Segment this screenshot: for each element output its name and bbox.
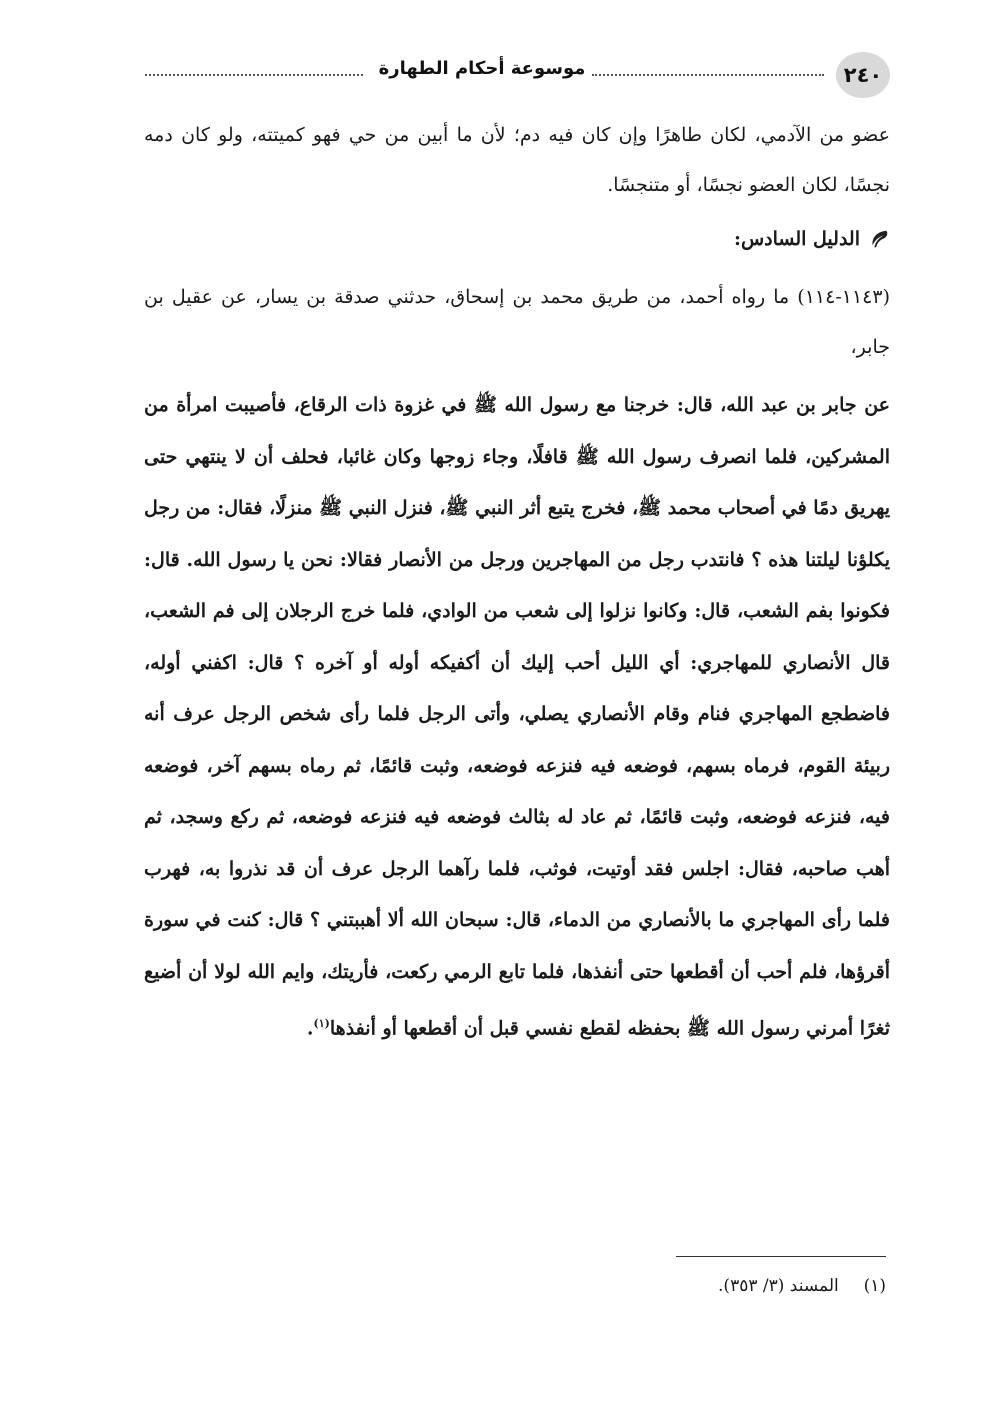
- section-heading: [144, 210, 890, 268]
- hadith-body: عن جابر بن عبد الله، قال: خرجنا مع رسول الله ﷺ في غزوة ذات الرقاع، فأصيبت امرأة من المشركين، فلما انصرف رسول الله ﷺ قافلًا، وجاء زوجها وكان غائبا، فحلف أن لا ينتهي حتى يهريق دمًا في أصحاب محمد ﷺ، فخرج يتبع أثر النبي ﷺ، فنزل النبي ﷺ منزلًا، فقال: من رجل يكلؤنا ليلتنا هذه ؟ فانتدب رجل من المهاجرين ورجل من الأنصار فقالا: نحن يا رسول الله. قال: فكونوا بفم الشعب، قال: وكانوا نزلوا إلى شعب من الوادي، فلما خرج الرجلان إلى فم الشعب، قال الأنصاري للمهاجري: أي الليل أحب إليك أن أكفيكه أوله أو آخره ؟ قال: اكفني أوله، فاضطجع المهاجري فنام وقام الأنصاري يصلي، وأتى الرجل فلما رأى شخص الرجل عرف أنه ربيئة القوم، فرماه بسهم، فوضعه فيه فنزعه فوضعه، وثبت قائمًا، ثم رماه بسهم آخر، فوضعه فيه، فنزعه فوضعه، وثبت قائمًا، ثم عاد له بثالث فوضعه فيه فنزعه فوضعه، ثم ركع وسجد، ثم أهب صاحبه، فقال: اجلس فقد أوتيت، فوثب، فلما رآهما الرجل عرف أن قد نذروا به، فهرب فلما رأى المهاجري ما بالأنصاري من الدماء، قال: سبحان الله ألا أهببتني ؟ قال: كنت في سورة أقرؤها، فلم أحب أن أقطعها حتى أنفذها، فلما تابع الرمي ركعت، فأريتك، وايم الله لولا أن أضيع ثغرًا أمرني رسول الله ﷺ بحفظه لقطع نفسي قبل أن أقطعها أو أنفذها: [144, 394, 890, 1040]
- closing-period: .: [306, 1017, 314, 1040]
- hadith-text: [144, 380, 890, 1055]
- footnote: [718, 1276, 886, 1296]
- leaf-ornament-icon: [868, 228, 890, 250]
- intro-paragraph: عضو من الآدمي، لكان طاهرًا وإن كان فيه دم؛ لأن ما أبين من حي فهو كميتته، ولو كان دمه نجسًا، لكان العضو نجسًا، أو متنجسًا.: [144, 124, 890, 196]
- footnote-text: المسند (٣/ ٣٥٣).: [718, 1276, 839, 1296]
- page-number: [836, 52, 890, 98]
- footnote-number: (١): [863, 1276, 886, 1296]
- footnote-separator: [676, 1256, 886, 1257]
- section-heading-text: الدليل السادس:: [733, 228, 860, 250]
- page-number-text: ٢٤٠: [843, 63, 883, 87]
- main-text: [144, 110, 890, 1055]
- footnote-marker[interactable]: (١): [313, 1017, 330, 1030]
- header-rule-left: [145, 74, 363, 76]
- hadith-reference: (١١٤٣-١١٤) ما رواه أحمد، من طريق محمد بن إسحاق، حدثني صدقة بن يسار، عن عقيل بن جابر،: [144, 286, 890, 358]
- header-rule-right: [592, 74, 824, 76]
- running-header-title: موسوعة أحكام الطهارة: [372, 58, 592, 79]
